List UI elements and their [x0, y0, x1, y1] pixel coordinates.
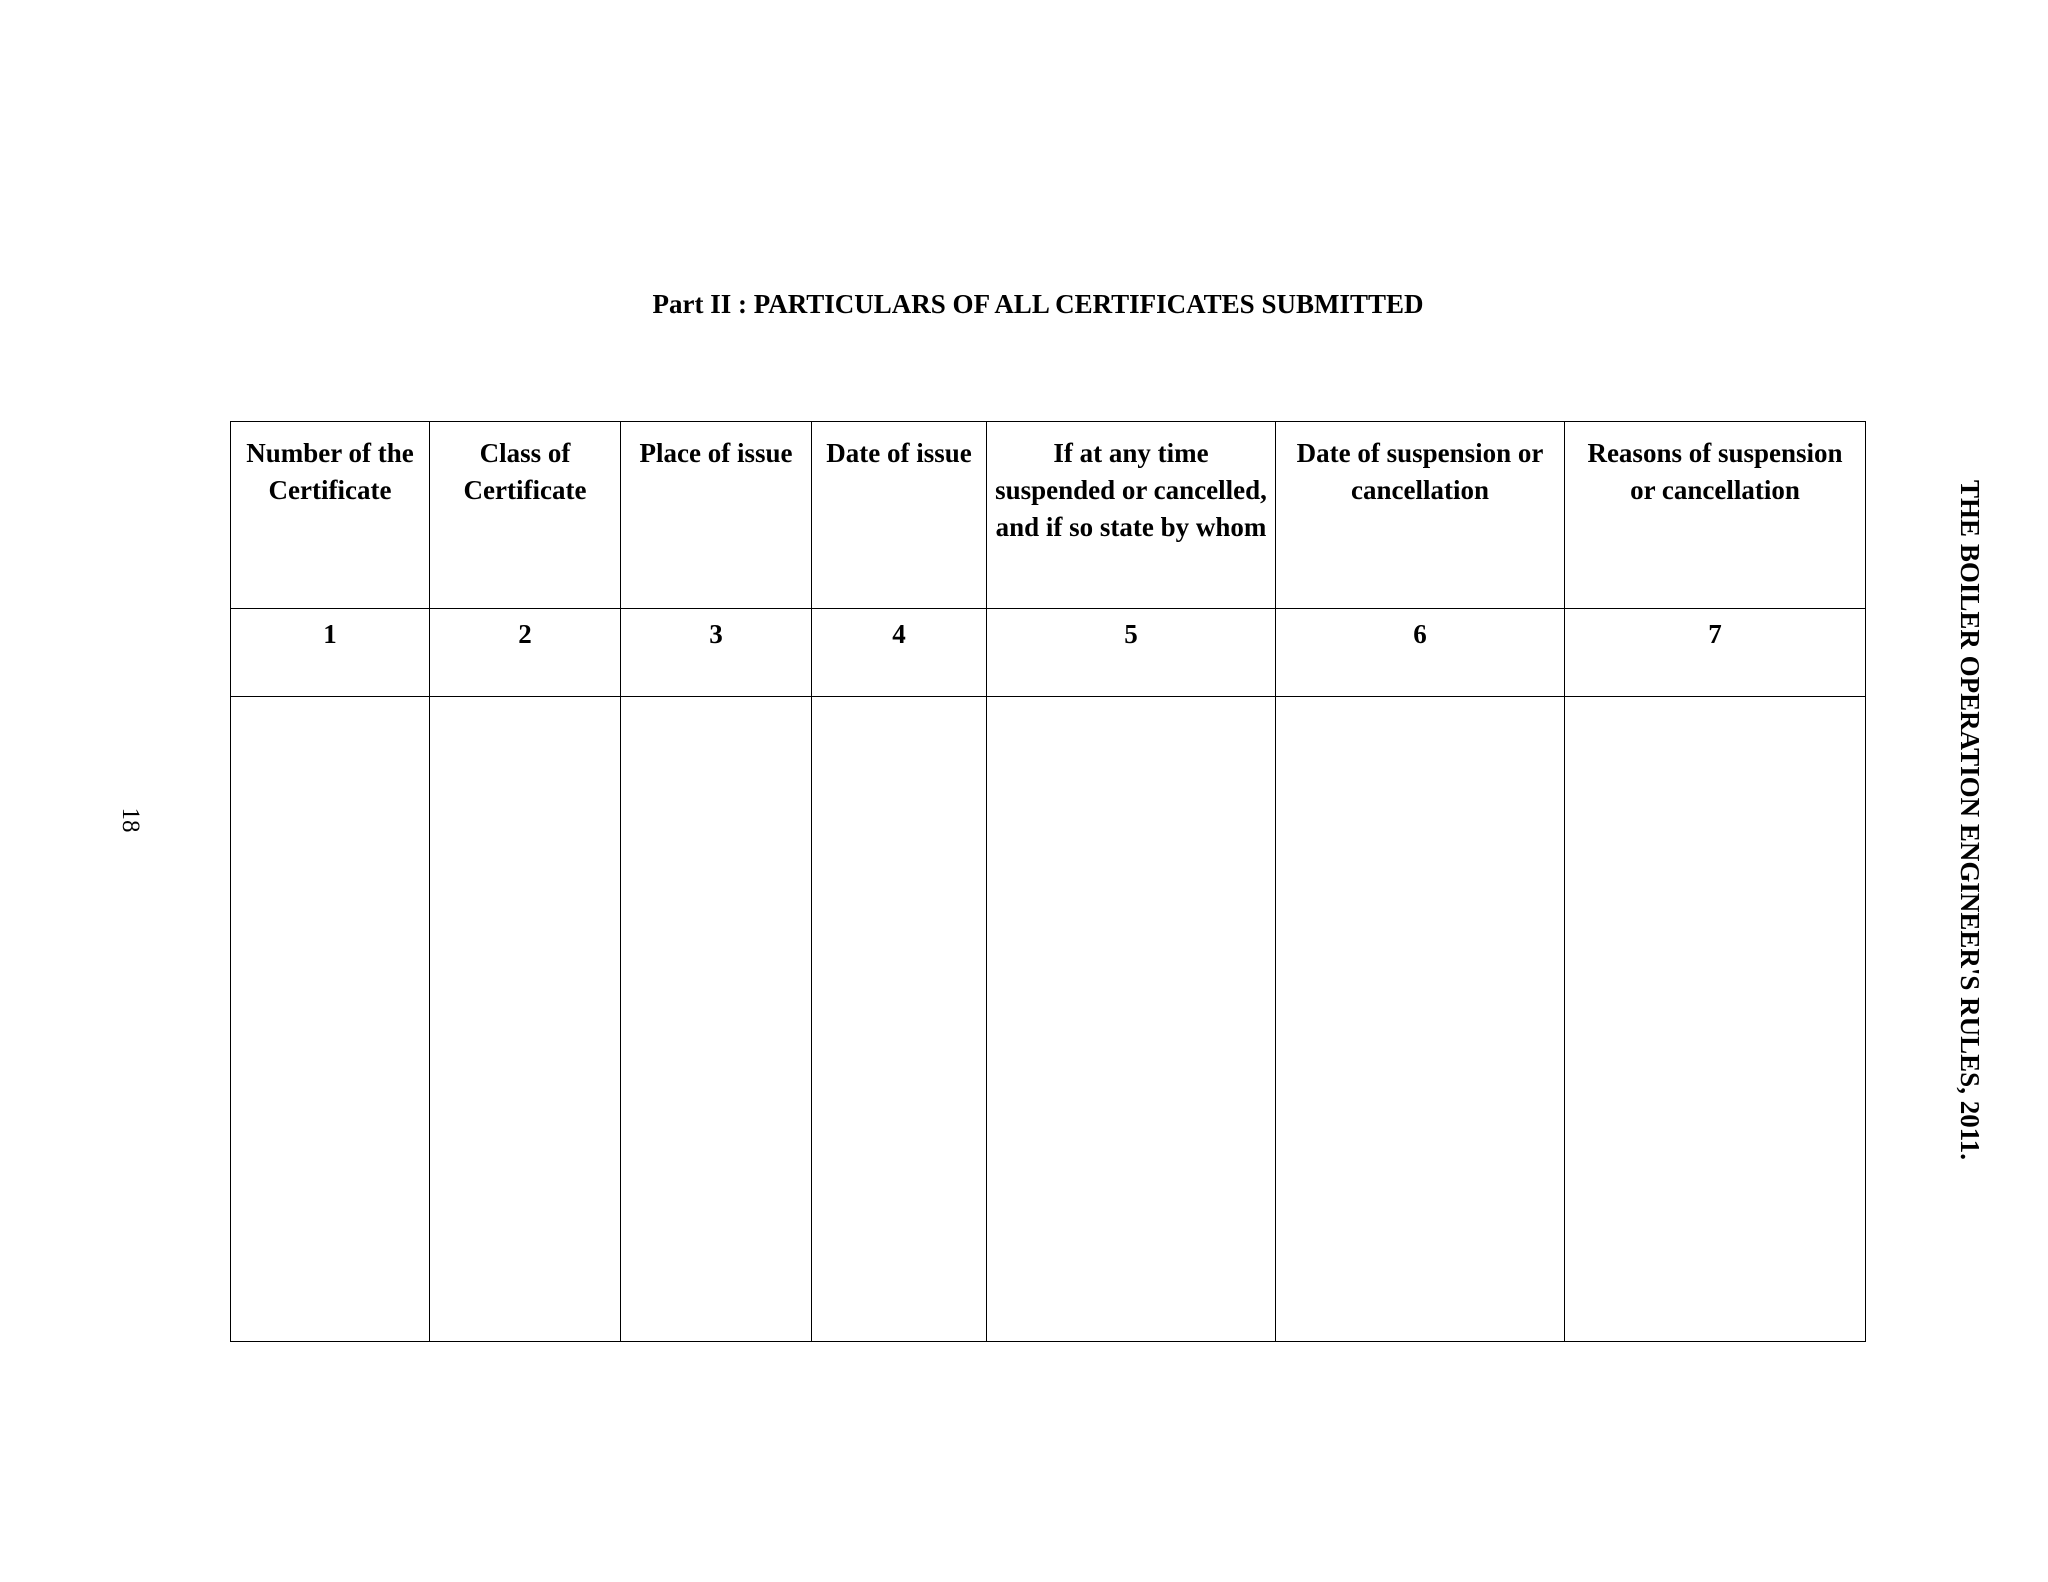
blank-entry-cell: [987, 697, 1276, 1342]
certificates-table: [230, 421, 1866, 1342]
column-header-suspension-date: Date of suspension or cancellation: [1276, 422, 1565, 609]
column-number: 5: [987, 609, 1276, 697]
page-number: 18: [117, 807, 144, 833]
column-header-place-of-issue: Place of issue: [621, 422, 812, 609]
column-number: 3: [621, 609, 812, 697]
column-header-suspension-reasons: Reasons of suspension or cancellation: [1565, 422, 1866, 609]
column-header-suspended-by-whom: If at any time suspended or cancelled, and if so state by whom: [987, 422, 1276, 609]
column-header-certificate-class: Class of Certificate: [430, 422, 621, 609]
column-number: 2: [430, 609, 621, 697]
blank-entry-cell: [1276, 697, 1565, 1342]
column-number: 4: [812, 609, 987, 697]
column-number: 1: [231, 609, 430, 697]
column-header-certificate-number: Number of the Certificate: [231, 422, 430, 609]
blank-entry-cell: [812, 697, 987, 1342]
running-header: THE BOILER OPERATION ENGINEER'S RULES, 2011.: [1955, 480, 1985, 1160]
table-header-row: [231, 422, 1866, 609]
column-number: 6: [1276, 609, 1565, 697]
blank-entry-cell: [621, 697, 812, 1342]
table-row: [231, 697, 1866, 1342]
blank-entry-cell: [1565, 697, 1866, 1342]
blank-entry-cell: [430, 697, 621, 1342]
column-header-date-of-issue: Date of issue: [812, 422, 987, 609]
column-number-row: [231, 609, 1866, 697]
column-number: 7: [1565, 609, 1866, 697]
blank-entry-cell: [231, 697, 430, 1342]
page-title: Part II : PARTICULARS OF ALL CERTIFICATES SUBMITTED: [652, 289, 1424, 319]
